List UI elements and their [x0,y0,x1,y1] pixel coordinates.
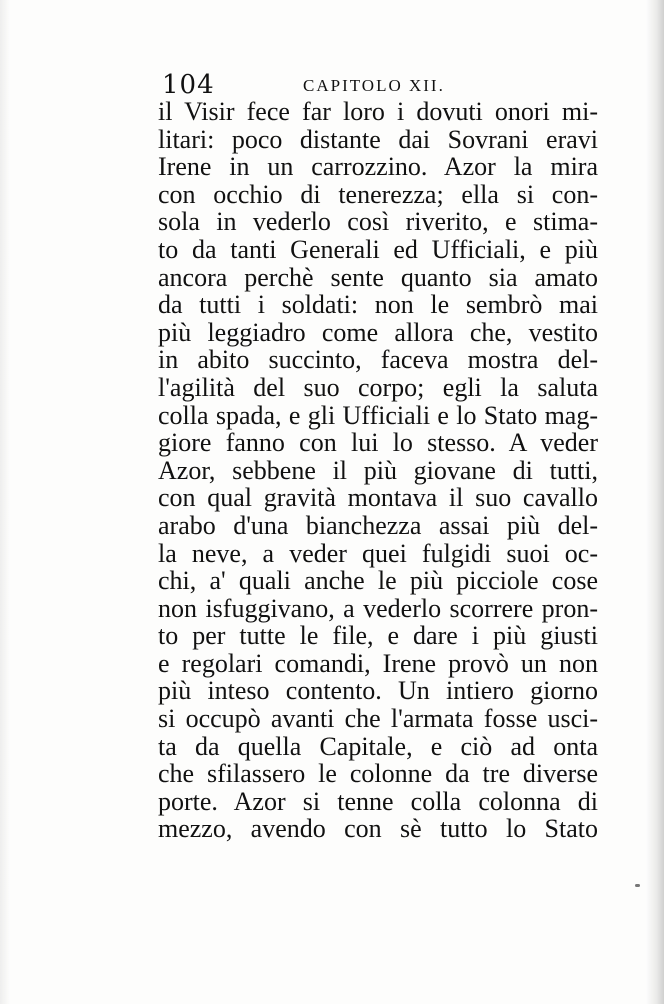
text-line: mezzo, avendo con sè tutto lo Stato [158,814,598,844]
text-line: giore fanno con lui lo stesso. A veder [158,428,598,458]
scan-speck [635,884,640,887]
text-line: in abito succinto, faceva mostra del- [158,345,598,375]
page-edge-shadow-left [0,0,10,1004]
text-line: da tutti i soldati: non le sembrò mai [158,290,598,320]
text-line: colla spada, e gli Ufficiali e lo Stato mag- [158,400,598,430]
text-line: to per tutte le file, e dare i più giusti [158,621,598,651]
text-line: più leggiadro come allora che, vestito [158,317,598,347]
text-line: ta da quella Capitale, e ciò ad onta [158,731,598,761]
text-line: chi, a' quali anche le più picciole cose [158,566,598,596]
text-line: litari: poco distante dai Sovrani eravi [158,124,598,154]
text-line: Azor, sebbene il più giovane di tutti, [158,455,598,485]
text-line: Irene in un carrozzino. Azor la mira [158,152,598,182]
text-line: il Visir fece far loro i dovuti onori mi- [158,97,598,126]
text-line: si occupò avanti che l'armata fosse usci- [158,704,598,734]
text-line: to da tanti Generali ed Ufficiali, e più [158,234,598,264]
page-number: 104 [162,70,215,100]
text-line: che sfilassero le colonne da tre diverse [158,759,598,789]
page-header [160,70,600,100]
text-line: con occhio di tenerezza; ella si con- [158,179,598,209]
text-line: ancora perchè sente quanto sia amato [158,262,598,292]
text-line: l'agilità del suo corpo; egli la saluta [158,372,598,402]
text-line: la neve, a veder quei fulgidi suoi oc- [158,538,598,568]
body-text [158,98,598,843]
text-line: con qual gravità montava il suo cavallo [158,483,598,513]
text-line: non isfuggivano, a vederlo scorrere pron- [158,593,598,623]
text-line: sola in vederlo così riverito, e stima- [158,207,598,237]
text-line: e regolari comandi, Irene provò un non [158,648,598,678]
text-line: arabo d'una bianchezza assai più del- [158,510,598,540]
text-line: più inteso contento. Un intiero giorno [158,676,598,706]
text-line: porte. Azor si tenne colla colonna di [158,786,598,816]
running-head: CAPITOLO XII. [303,76,445,95]
page-edge-shadow-right [646,0,664,1004]
